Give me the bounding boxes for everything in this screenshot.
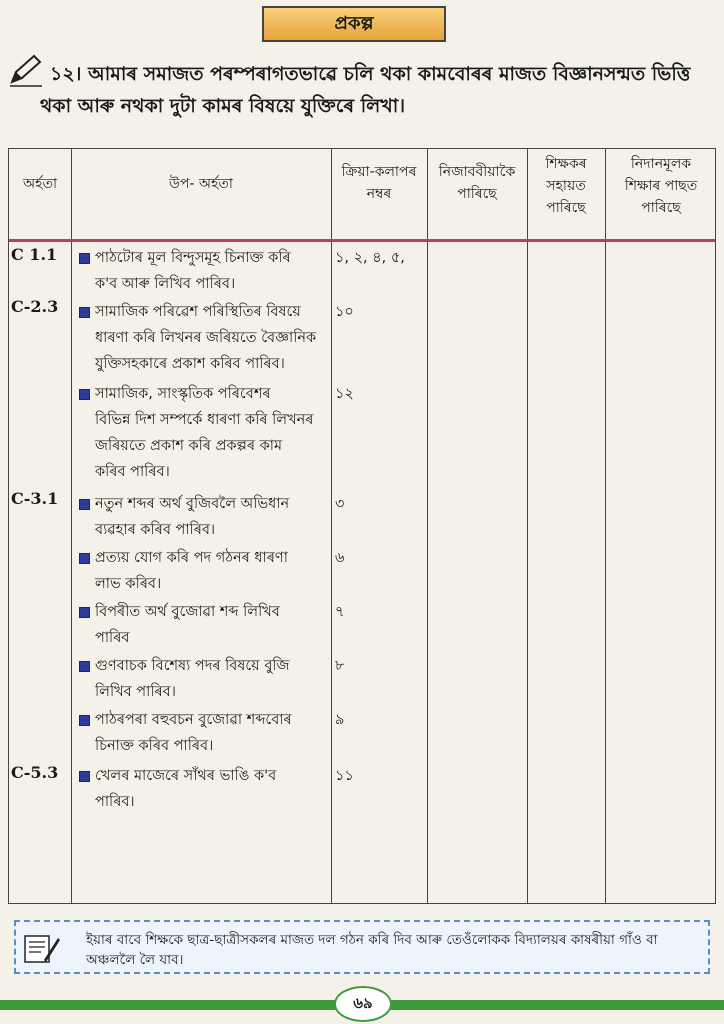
table-row (79, 599, 329, 651)
header-activity-line-1: ক্ৰিয়া-কলাপৰ (341, 164, 417, 180)
header-rule (9, 239, 715, 242)
sub-achievement-text: পাঠৰপৰা বহুবচন বুজোৱা শব্দবোৰ চিনাক্ত কৰিব পাৰিব। (95, 712, 292, 754)
header-teacher-line-1: শিক্ষকৰ (545, 156, 587, 172)
activity-number: ১, ২, ৪, ৫, (335, 250, 405, 266)
sub-achievement-text: সামাজিক, সাংস্কৃতিক পৰিবেশৰ বিভিন্ন দিশ সম্পৰ্কে ধাৰণা কৰি লিখনৰ জৰিয়তে প্ৰকাশ কৰি প্ৰকল্পৰ কাম কৰিব পাৰিব। (95, 386, 314, 480)
sub-achievement-text: সামাজিক পৰিৱেশ পৰিস্থিতিৰ বিষয়ে ধাৰণা কৰি লিখনৰ জৰিয়তে বৈজ্ঞানিক যুক্তিসহকাৰে প্ৰকাশ কৰিব পাৰিব। (95, 304, 317, 372)
question-line-2: থকা আৰু নথকা দুটা কামৰ বিষয়ে যুক্তিৰে লিখা। (40, 95, 406, 117)
header-self-line-2: পাৰিছে (457, 186, 497, 202)
notebook-pencil-icon (22, 930, 60, 966)
square-bullet-icon (79, 661, 90, 672)
table-row (79, 381, 329, 485)
table-row (79, 763, 329, 815)
table-row (79, 653, 329, 705)
achievement-code: C-3.1 (11, 489, 59, 508)
square-bullet-icon (79, 553, 90, 564)
header-sub-achievement: উপ- অৰ্হতা (169, 176, 233, 192)
header-activity-number (331, 161, 427, 205)
activity-number: ৮ (335, 658, 345, 674)
col-divider (427, 149, 428, 903)
sub-achievement-text: নতুন শব্দৰ অৰ্থ বুজিবলৈ অভিধান ব্যৱহাৰ কৰিব পাৰিব। (95, 496, 290, 538)
header-remedial-line-2: শিক্ষাৰ পাছত (624, 178, 698, 194)
header-remedial-line-3: পাৰিছে (641, 200, 681, 216)
activity-number: ১০ (335, 304, 354, 320)
square-bullet-icon (79, 771, 90, 782)
achievement-table (8, 148, 716, 904)
header-activity-line-2: নম্বৰ (366, 186, 392, 202)
achievement-code: C 1.1 (11, 245, 58, 264)
header-teacher (527, 153, 605, 219)
sub-achievement-text: পাঠটোৰ মূল বিন্দুসমূহ চিনাক্ত কৰি ক'ব আৰু লিখিব পাৰিব। (95, 250, 291, 292)
activity-number: ৬ (335, 550, 345, 566)
activity-number: ৯ (335, 712, 345, 728)
square-bullet-icon (79, 253, 90, 264)
achievement-code: C-2.3 (11, 297, 59, 316)
header-remedial-line-1: নিদানমূলক (630, 156, 692, 172)
header-self (427, 161, 527, 205)
col-divider (331, 149, 332, 903)
square-bullet-icon (79, 307, 90, 318)
sub-achievement-text: বিপৰীত অৰ্থ বুজোৱা শব্দ লিখিব পাৰিব (95, 604, 280, 646)
square-bullet-icon (79, 389, 90, 400)
header-self-line-1: নিজাববীয়াকৈ (438, 164, 516, 180)
table-row (79, 545, 329, 597)
sub-achievement-text: খেলৰ মাজেৰে সাঁথৰ ভাঙি ক'ব পাৰিব। (95, 768, 277, 810)
table-row (79, 707, 329, 759)
table-row (79, 491, 329, 543)
page-number: ৬৯ (334, 986, 392, 1022)
project-title: প্ৰকল্প (262, 6, 446, 42)
sub-achievement-text: গুণবাচক বিশেষ্য পদৰ বিষয়ে বুজি লিখিব পাৰিব। (95, 658, 290, 700)
pencil-icon (8, 52, 44, 88)
col-divider (71, 149, 72, 903)
header-remedial (605, 153, 716, 219)
col-divider (527, 149, 528, 903)
teacher-note (14, 920, 710, 974)
header-teacher-line-3: পাৰিছে (546, 200, 586, 216)
col-divider (605, 149, 606, 903)
square-bullet-icon (79, 715, 90, 726)
table-row (79, 245, 329, 297)
sub-achievement-text: প্ৰত্যয় যোগ কৰি পদ গঠনৰ ধাৰণা লাভ কৰিব। (95, 550, 288, 592)
activity-number: ৩ (335, 496, 345, 512)
note-text: ইয়াৰ বাবে শিক্ষকে ছাত্ৰ-ছাত্ৰীসকলৰ মাজত দল গঠন কৰি দিব আৰু তেওঁলোকক বিদ্যালয়ৰ কাষৰীয়া গাঁও বা অঞ্চললৈ লৈ যাব। (86, 932, 658, 968)
square-bullet-icon (79, 499, 90, 510)
achievement-code: C-5.3 (11, 763, 59, 782)
activity-number: ১২ (335, 386, 354, 402)
activity-number: ১১ (335, 768, 354, 784)
question-number: ১২। (50, 63, 82, 85)
header-teacher-line-2: সহায়ত (546, 178, 586, 194)
question-text-1: আমাৰ সমাজত পৰম্পৰাগতভাৱে চলি থকা কামবোৰৰ মাজত বিজ্ঞানসন্মত ভিত্তি (88, 63, 691, 85)
activity-number: ৭ (335, 604, 345, 620)
header-achievement: অৰ্হতা (22, 176, 58, 192)
question-line-1 (50, 60, 690, 92)
table-row (79, 299, 329, 377)
square-bullet-icon (79, 607, 90, 618)
